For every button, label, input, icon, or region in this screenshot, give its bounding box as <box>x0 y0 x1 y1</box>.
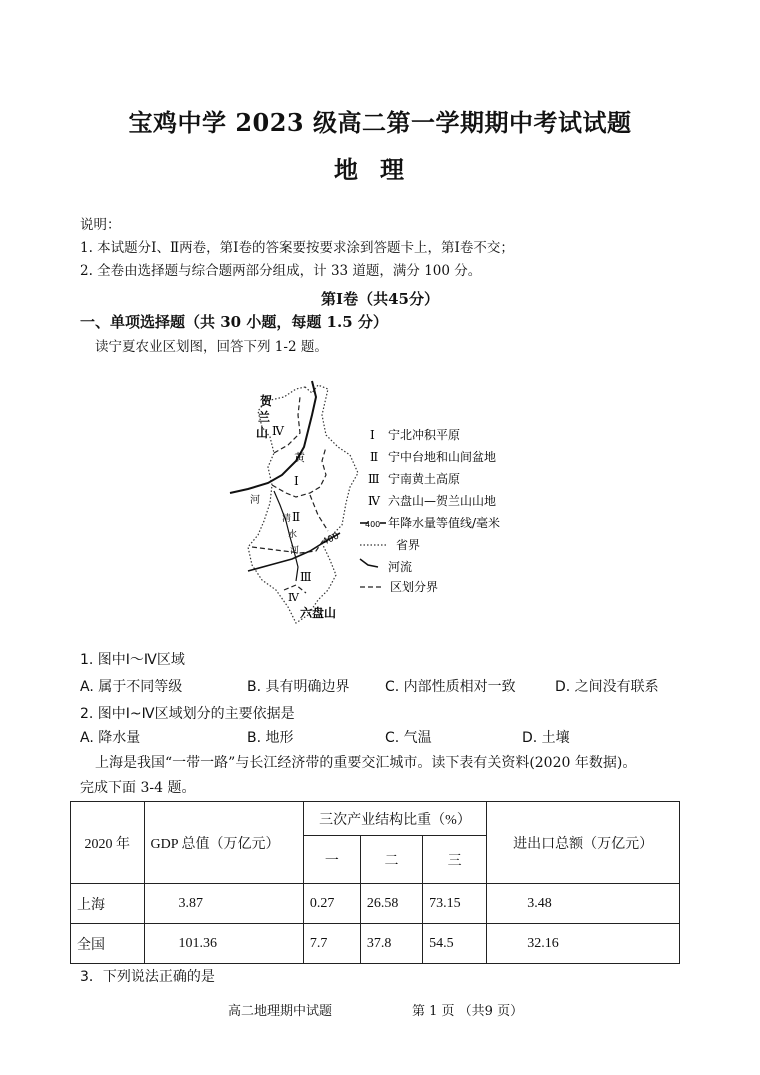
exam-title: 宝鸡中学 2023 级高二第一学期期中考试试题 <box>128 108 632 137</box>
table-cell: 3.87 <box>144 884 303 924</box>
header-tertiary: 三 <box>423 836 487 884</box>
legend-text: 省界 <box>396 538 421 552</box>
shanghai-data-table <box>70 801 680 964</box>
header-structure: 三次产业结构比重（%） <box>303 802 486 836</box>
region-boundary <box>310 495 328 531</box>
table-cell: 54.5 <box>423 924 487 964</box>
question-3-stem: 3．下列说法正确的是 <box>80 969 215 985</box>
table-cell: 73.15 <box>423 884 487 924</box>
table-cell: 101.36 <box>144 924 303 964</box>
question-2-stem: 2. 图中Ⅰ~Ⅳ区域划分的主要依据是 <box>80 706 295 722</box>
map-label: 河 <box>250 495 260 506</box>
map-legend <box>360 427 500 594</box>
legend-symbol: Ⅲ <box>368 472 380 486</box>
legend-text: 区划分界 <box>390 580 439 594</box>
reading-instruction: 读宁夏农业区划图，回答下列 1-2 题。 <box>95 339 328 355</box>
legend-text: 宁南黄土高原 <box>388 472 461 486</box>
ningxia-map <box>200 375 530 635</box>
subject-title: 地理 <box>334 155 426 184</box>
table-cell: 32.16 <box>487 924 680 964</box>
map-label: 山 <box>256 426 269 440</box>
legend-text: 宁北冲积平原 <box>388 428 461 442</box>
instructions-label: 说明： <box>80 217 121 233</box>
header-secondary: 二 <box>360 836 422 884</box>
table-row <box>71 924 680 964</box>
q1-option-b[interactable]: B. 具有明确边界 <box>247 679 350 695</box>
legend-text: 河流 <box>388 560 413 574</box>
map-label: 清 <box>282 514 292 524</box>
q2-option-a[interactable]: A. 降水量 <box>80 730 141 746</box>
table-cell: 上海 <box>71 884 145 924</box>
table-cell: 全国 <box>71 924 145 964</box>
map-label: 水 <box>288 530 298 540</box>
table-cell: 0.27 <box>303 884 360 924</box>
question-1-stem: 1. 图中Ⅰ～Ⅳ区域 <box>80 652 185 668</box>
map-label: Ⅳ <box>288 591 299 604</box>
section-title: 第Ⅰ卷（共45分） <box>321 290 439 308</box>
q2-option-b[interactable]: B. 地形 <box>247 730 294 746</box>
map-label: Ⅱ <box>292 510 301 524</box>
q2-option-d[interactable]: D. 土壤 <box>522 730 570 746</box>
q1-option-d[interactable]: D. 之间没有联系 <box>555 679 659 695</box>
header-gdp: GDP 总值（万亿元） <box>144 802 303 884</box>
q2-option-c[interactable]: C. 气温 <box>385 730 432 746</box>
legend-symbol: 400 <box>365 520 381 529</box>
header-primary: 一 <box>303 836 360 884</box>
table-cell: 3.48 <box>487 884 680 924</box>
q1-option-a[interactable]: A. 属于不同等级 <box>80 679 183 695</box>
instruction-item: 1. 本试题分Ⅰ、Ⅱ两卷，第Ⅰ卷的答案要按要求涂到答题卡上，第Ⅰ卷不交； <box>80 240 514 256</box>
legend-symbol: Ⅰ <box>370 428 375 442</box>
legend-symbol: Ⅳ <box>368 494 380 508</box>
legend-text: 六盘山—贺兰山山地 <box>388 494 497 508</box>
legend-symbol: Ⅱ <box>370 450 379 464</box>
map-label: 黄 <box>294 451 305 464</box>
map-label: 河 <box>290 546 300 556</box>
legend-text: 年降水量等值线/毫米 <box>388 516 501 530</box>
map-label: 400 <box>321 531 341 548</box>
part-title: 一、单项选择题（共 30 小题，每题 1.5 分） <box>80 313 388 331</box>
reading-2-line2: 完成下面 3-4 题。 <box>80 780 196 796</box>
table-cell: 26.58 <box>360 884 422 924</box>
legend-text: 宁中台地和山间盆地 <box>388 450 497 464</box>
reading-2-line1: 上海是我国“一带一路”与长江经济带的重要交汇城市。读下表有关资料(2020 年数据)。 <box>95 755 637 771</box>
map-label: 六盘山 <box>300 606 337 620</box>
footer-title: 高二地理期中试题 <box>228 1004 333 1019</box>
header-year: 2020 年 <box>71 802 145 884</box>
legend-river-symbol <box>360 559 378 567</box>
table-cell: 7.7 <box>303 924 360 964</box>
header-trade: 进出口总额（万亿元） <box>487 802 680 884</box>
q1-option-c[interactable]: C. 内部性质相对一致 <box>385 679 516 695</box>
region-boundary <box>252 539 324 553</box>
map-label: Ⅳ <box>272 424 284 438</box>
map-label: Ⅲ <box>300 570 312 584</box>
instruction-item: 2. 全卷由选择题与综合题两部分组成，计 33 道题，满分 100 分。 <box>80 263 482 279</box>
table-cell: 37.8 <box>360 924 422 964</box>
map-label: 贺 <box>260 394 273 408</box>
page-number: 第 1 页 （共9 页） <box>412 1004 524 1019</box>
table-row <box>71 884 680 924</box>
map-label: Ⅰ <box>294 474 299 488</box>
map-label: 兰 <box>258 410 271 424</box>
